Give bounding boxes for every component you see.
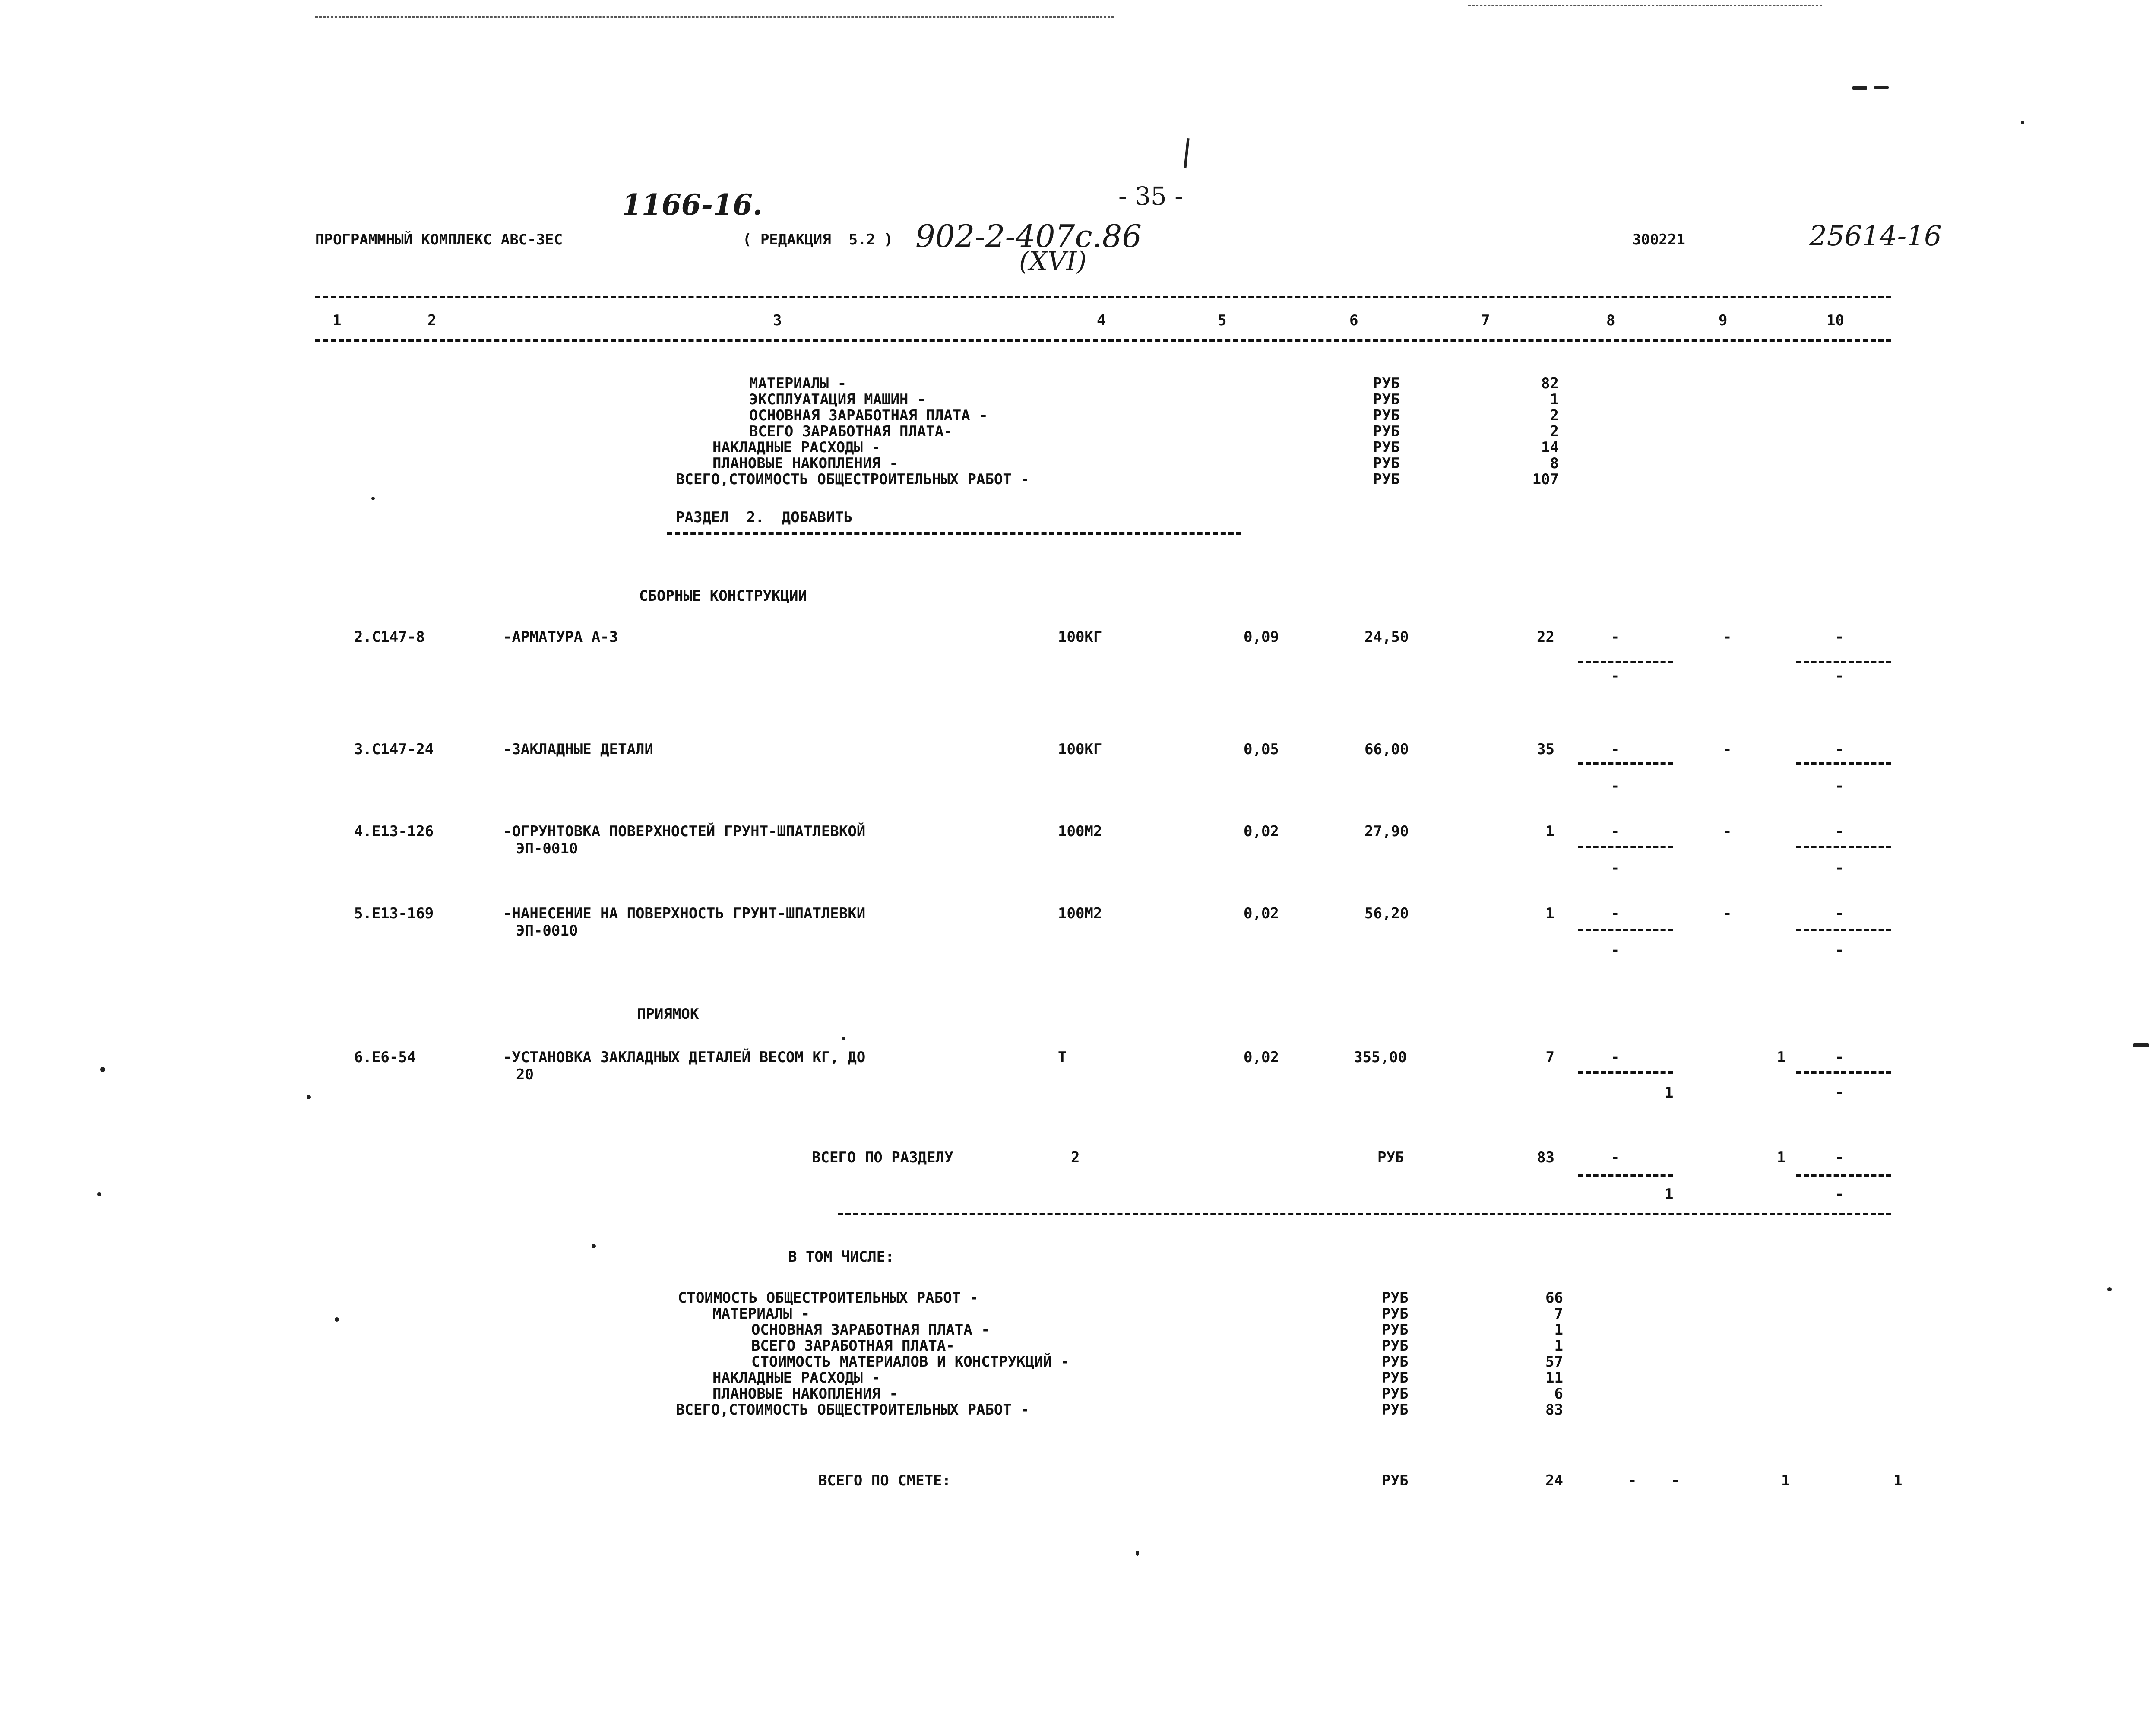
row-qty: 0,02 [1244,1049,1279,1066]
row-col8-sub: - [1611,860,1620,877]
summary-label: ОСНОВНАЯ ЗАРАБОТНАЯ ПЛАТА - [749,407,988,424]
row-total: 1 [1545,905,1554,922]
including-value: 11 [1545,1369,1563,1386]
row-unit: 100КГ [1058,741,1102,758]
including-unit: РУБ [1382,1289,1409,1307]
program-title: ПРОГРАММНЫЙ КОМПЛЕКС АВС-3ЕС [315,231,563,248]
row-qty: 0,09 [1244,628,1279,646]
scan-speck [100,1067,105,1072]
row-qty: 0,02 [1244,823,1279,840]
column-header-7: 7 [1481,312,1490,329]
group-heading-pit: ПРИЯМОК [637,1006,699,1023]
grand-total-col9: 1 [1781,1472,1790,1489]
row-price: 27,90 [1365,823,1409,840]
including-value: 83 [1545,1401,1563,1418]
summary-unit: РУБ [1373,391,1400,408]
row-col9: - [1723,628,1732,646]
section-total-label: ВСЕГО ПО РАЗДЕЛУ [812,1149,953,1166]
including-label: ВСЕГО ЗАРАБОТНАЯ ПЛАТА- [751,1337,955,1355]
section-total-col10: - [1835,1149,1844,1166]
column-header-1: 1 [332,312,342,329]
section-total-col8-rule [1578,1174,1673,1177]
row-price: 24,50 [1365,628,1409,646]
row-name: -УСТАНОВКА ЗАКЛАДНЫХ ДЕТАЛЕЙ ВЕСОМ КГ, ДО [503,1049,866,1066]
row-col8-sub: - [1611,667,1620,685]
row-price: 56,20 [1365,905,1409,922]
row-code: 2.С147-8 [354,628,425,646]
column-header-6: 6 [1349,312,1358,329]
including-unit: РУБ [1382,1321,1409,1339]
page-mark-stroke [1184,138,1189,168]
including-value: 66 [1545,1289,1563,1307]
section-total-col10-rule [1796,1174,1891,1177]
row-col10-sub: - [1835,777,1844,795]
grand-total-label: ВСЕГО ПО СМЕТЕ: [818,1472,951,1489]
column-header-5: 5 [1218,312,1227,329]
including-label: НАКЛАДНЫЕ РАСХОДЫ - [712,1369,880,1386]
summary-value: 14 [1541,439,1559,456]
summary-value: 8 [1550,455,1559,472]
row-name: -АРМАТУРА А-3 [503,628,618,646]
row-col10-sub: - [1835,1084,1844,1101]
including-unit: РУБ [1382,1369,1409,1386]
grand-total-value: 24 [1545,1472,1563,1489]
row-total: 1 [1545,823,1554,840]
section-total-rule [838,1213,1891,1215]
row-col8: - [1611,823,1620,840]
row-col8: - [1611,905,1620,922]
program-edition: ( РЕДАКЦИЯ 5.2 ) [743,231,893,248]
row-qty: 0,02 [1244,905,1279,922]
section-total-col9: 1 [1777,1149,1786,1166]
row-unit: 100М2 [1058,905,1102,922]
document-number-right: 25614-16 [1809,220,1942,252]
row-col8-sub: 1 [1665,1084,1674,1101]
summary-value: 2 [1550,423,1559,440]
row-col10-rule [1796,762,1891,765]
including-unit: РУБ [1382,1337,1409,1355]
row-col10-sub: - [1835,860,1844,877]
row-col8-rule [1578,762,1673,765]
scan-speck [2021,121,2024,124]
column-header-2: 2 [427,312,437,329]
summary-unit: РУБ [1373,439,1400,456]
row-col8-rule [1578,929,1673,931]
row-col8-rule [1578,1071,1673,1074]
including-value: 1 [1554,1337,1563,1355]
including-label: ВСЕГО,СТОИМОСТЬ ОБЩЕСТРОИТЕЛЬНЫХ РАБОТ - [676,1401,1029,1418]
table-top-rule [315,296,1891,298]
row-name-continued: ЭП-0010 [516,922,578,939]
summary-label: ЭКСПЛУАТАЦИЯ МАШИН - [749,391,926,408]
scan-speck [2133,1043,2149,1047]
summary-unit: РУБ [1373,423,1400,440]
summary-label: ВСЕГО ЗАРАБОТНАЯ ПЛАТА- [749,423,953,440]
row-total: 35 [1537,741,1554,758]
summary-value: 107 [1532,471,1559,488]
row-col8-sub: - [1611,942,1620,959]
row-col10: - [1835,741,1844,758]
row-col8: - [1611,628,1620,646]
section-total-col10-sub: - [1835,1186,1844,1203]
row-code: 4.Е13-126 [354,823,434,840]
including-label: ОСНОВНАЯ ЗАРАБОТНАЯ ПЛАТА - [751,1321,990,1339]
including-label: МАТЕРИАЛЫ - [712,1305,810,1323]
program-code: 300221 [1632,231,1685,248]
row-name: -ЗАКЛАДНЫЕ ДЕТАЛИ [503,741,653,758]
section-total-value: 83 [1537,1149,1554,1166]
row-col9: - [1723,823,1732,840]
grand-total-unit: РУБ [1382,1472,1409,1489]
row-col8: - [1611,1049,1620,1066]
row-code: 3.С147-24 [354,741,434,758]
scan-speck [371,497,375,500]
scan-edge-line [315,16,1114,18]
including-label: СТОИМОСТЬ МАТЕРИАЛОВ И КОНСТРУКЦИЙ - [751,1353,1070,1370]
scan-speck [97,1192,101,1196]
row-col10-sub: - [1835,942,1844,959]
scan-speck [307,1095,311,1099]
project-code: 902-2-407с.86 [915,218,1142,254]
project-volume: (XVI) [1019,246,1087,276]
group-heading-prefab: СБОРНЫЕ КОНСТРУКЦИИ [639,587,807,605]
row-qty: 0,05 [1244,741,1279,758]
scan-speck [1852,86,1867,90]
including-title: В ТОМ ЧИСЛЕ: [788,1248,894,1266]
page-number: - 35 - [1118,181,1183,211]
summary-unit: РУБ [1373,375,1400,392]
section-title: РАЗДЕЛ 2. ДОБАВИТЬ [676,509,853,526]
row-col9: - [1723,741,1732,758]
row-col9: 1 [1777,1049,1786,1066]
including-unit: РУБ [1382,1385,1409,1402]
section-total-unit: РУБ [1377,1149,1404,1166]
column-header-9: 9 [1719,312,1728,329]
row-unit: 100КГ [1058,628,1102,646]
row-col10: - [1835,628,1844,646]
scan-speck [1136,1551,1139,1556]
row-code: 6.Е6-54 [354,1049,416,1066]
row-total: 22 [1537,628,1554,646]
scan-speck [592,1244,596,1248]
row-col10-sub: - [1835,667,1844,685]
row-price: 66,00 [1365,741,1409,758]
including-unit: РУБ [1382,1353,1409,1370]
summary-label: НАКЛАДНЫЕ РАСХОДЫ - [712,439,880,456]
row-price: 355,00 [1354,1049,1407,1066]
grand-total-col8: - [1628,1472,1637,1489]
including-unit: РУБ [1382,1401,1409,1418]
summary-unit: РУБ [1373,471,1400,488]
section-total-col8: - [1611,1149,1620,1166]
row-col9: - [1723,905,1732,922]
summary-value: 2 [1550,407,1559,424]
row-col8: - [1611,741,1620,758]
column-header-10: 10 [1827,312,1844,329]
row-col10-rule [1796,929,1891,931]
summary-label: ВСЕГО,СТОИМОСТЬ ОБЩЕСТРОИТЕЛЬНЫХ РАБОТ - [676,471,1029,488]
including-value: 1 [1554,1321,1563,1339]
including-value: 57 [1545,1353,1563,1370]
row-code: 5.Е13-169 [354,905,434,922]
including-value: 7 [1554,1305,1563,1323]
column-header-3: 3 [773,312,782,329]
handwritten-sheet-number: 1166-16. [622,188,763,222]
scan-speck [1874,86,1889,89]
row-col10: - [1835,905,1844,922]
row-col8-rule [1578,846,1673,848]
row-total: 7 [1545,1049,1554,1066]
section-title-underline [667,532,1241,535]
scan-speck [2107,1287,2112,1291]
row-unit: Т [1058,1049,1067,1066]
column-header-4: 4 [1097,312,1106,329]
section-total-number: 2 [1071,1149,1080,1166]
column-header-8: 8 [1606,312,1615,329]
including-label: СТОИМОСТЬ ОБЩЕСТРОИТЕЛЬНЫХ РАБОТ - [678,1289,978,1307]
row-name-continued: 20 [516,1066,534,1083]
including-label: ПЛАНОВЫЕ НАКОПЛЕНИЯ - [712,1385,898,1402]
row-col8-sub: - [1611,777,1620,795]
including-unit: РУБ [1382,1305,1409,1323]
header-bottom-rule [315,339,1891,342]
summary-unit: РУБ [1373,407,1400,424]
grand-total-col10: 1 [1893,1472,1903,1489]
row-col10-rule [1796,1071,1891,1074]
scan-speck [842,1037,845,1040]
summary-label: МАТЕРИАЛЫ - [749,375,847,392]
summary-label: ПЛАНОВЫЕ НАКОПЛЕНИЯ - [712,455,898,472]
row-col10: - [1835,823,1844,840]
summary-value: 82 [1541,375,1559,392]
row-col10-rule [1796,661,1891,663]
row-name: -НАНЕСЕНИЕ НА ПОВЕРХНОСТЬ ГРУНТ-ШПАТЛЕВКИ [503,905,866,922]
row-col8-rule [1578,661,1673,663]
row-unit: 100М2 [1058,823,1102,840]
row-col10: - [1835,1049,1844,1066]
including-value: 6 [1554,1385,1563,1402]
scan-speck [335,1317,339,1322]
row-col10-rule [1796,846,1891,848]
summary-value: 1 [1550,391,1559,408]
scan-edge-line [1468,5,1822,6]
grand-total-col8b: - [1671,1472,1680,1489]
row-name: -ОГРУНТОВКА ПОВЕРХНОСТЕЙ ГРУНТ-ШПАТЛЕВКОЙ [503,823,866,840]
section-total-col8-sub: 1 [1665,1186,1674,1203]
summary-unit: РУБ [1373,455,1400,472]
row-name-continued: ЭП-0010 [516,840,578,857]
